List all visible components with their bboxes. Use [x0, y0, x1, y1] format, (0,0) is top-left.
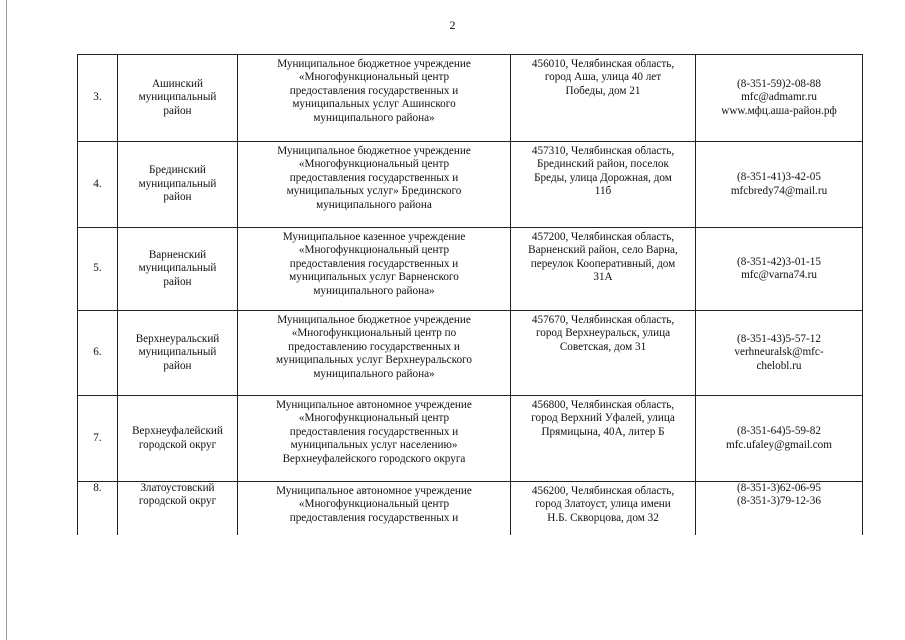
organization-cell-line: «Многофункциональный центр [298, 498, 450, 511]
address-cell-line: Прямицына, 40А, литер Б [541, 425, 665, 438]
address-cell-line: 457200, Челябинская область, [531, 231, 675, 243]
district-cell [118, 482, 238, 535]
district-cell-line: муниципальный [138, 262, 217, 275]
organization-cell-line: муниципальных услуг Верхнеуральского [276, 354, 472, 367]
address-cell-line: город Верхнеуральск, улица [535, 327, 671, 340]
table-row [78, 396, 863, 482]
organization-cell-line: Муниципальное автономное учреждение [276, 485, 472, 497]
contacts-cell-line: chelobl.ru [756, 359, 802, 372]
district-cell-line: район [163, 275, 192, 288]
address-cell-line: 456800, Челябинская область, [531, 399, 675, 411]
address-cell-line: переулок Кооперативный, дом [530, 257, 676, 270]
district-cell [118, 228, 238, 311]
address-cell [511, 55, 696, 142]
contacts-cell [696, 396, 863, 482]
organization-cell-line: муниципального района [316, 198, 432, 211]
organization-cell-line: Муниципальное бюджетное учреждение [277, 58, 471, 70]
address-cell [511, 228, 696, 311]
district-cell-line: Златоустовский [140, 482, 215, 494]
address-cell [511, 311, 696, 396]
district-cell-line: городской округ [138, 495, 217, 508]
organization-cell-line: «Многофункциональный центр по [291, 327, 457, 340]
table-row [78, 228, 863, 311]
organization-cell-line: муниципальных услуг Варненского [289, 271, 459, 284]
contacts-cell-line: mfcbredy74@mail.ru [730, 184, 828, 197]
address-cell-line: 11б [594, 185, 612, 198]
district-cell-line: муниципальный [138, 91, 217, 104]
organization-cell-line: предоставления государственных и [289, 171, 459, 184]
address-cell [511, 482, 696, 535]
district-cell-line: Верхнеуральский [135, 332, 220, 345]
district-cell-line: район [163, 191, 192, 204]
contacts-cell-line: www.мфц.аша-район.рф [721, 104, 837, 117]
organization-cell-line: «Многофункциональный центр [298, 158, 450, 171]
address-cell-line: город Аша, улица 40 лет [544, 71, 662, 84]
organization-cell [238, 482, 511, 535]
address-cell-line: город Верхний Уфалей, улица [531, 412, 675, 425]
organization-cell-line: предоставления государственных и [289, 425, 459, 438]
contacts-cell-line: mfc@admamr.ru [741, 91, 817, 104]
address-cell-line: Брединский район, поселок [537, 158, 669, 171]
organization-cell-line: муниципального района» [313, 111, 435, 124]
organization-cell-line: Муниципальное бюджетное учреждение [277, 145, 471, 157]
organization-cell-line: «Многофункциональный центр [298, 244, 450, 257]
address-cell-line: Советская, дом 31 [559, 340, 647, 353]
address-cell-line: Варненский район, село Варна, [528, 244, 678, 257]
contacts-cell [696, 142, 863, 228]
organization-cell-line: Муниципальное автономное учреждение [276, 399, 472, 411]
row-number: 5. [78, 228, 118, 311]
organization-cell-line: Муниципальное бюджетное учреждение [277, 314, 471, 326]
address-cell-line: Н.Б. Скворцова, дом 32 [547, 511, 659, 524]
organization-cell-line: Муниципальное казенное учреждение [282, 231, 466, 243]
contacts-cell [696, 311, 863, 396]
row-number: 7. [78, 396, 118, 482]
organization-cell-line: предоставлению государственных и [288, 340, 460, 353]
district-cell-line: Верхнеуфалейский [132, 425, 223, 438]
address-cell [511, 142, 696, 228]
address-cell-line: Бреды, улица Дорожная, дом [534, 171, 672, 184]
row-number: 4. [78, 142, 118, 228]
contacts-cell-line: (8-351-42)3-01-15 [737, 255, 821, 268]
page-left-edge [6, 0, 7, 640]
organization-cell-line: предоставления государственных и [289, 84, 459, 97]
district-cell-line: городской округ [138, 438, 217, 451]
contacts-cell [696, 55, 863, 142]
organization-cell [238, 311, 511, 396]
district-cell-line: муниципальный [138, 177, 217, 190]
contacts-cell [696, 482, 863, 535]
table-row [78, 482, 863, 535]
address-cell-line: 457310, Челябинская область, [531, 145, 675, 157]
district-cell [118, 55, 238, 142]
row-number: 3. [78, 55, 118, 142]
contacts-cell-line: (8-351-3)79-12-36 [737, 495, 821, 508]
contacts-cell-line: mfc.ufaley@gmail.com [726, 438, 832, 451]
organization-cell [238, 142, 511, 228]
table-row [78, 311, 863, 396]
address-cell-line: 457670, Челябинская область, [531, 314, 675, 326]
district-cell [118, 142, 238, 228]
contacts-cell-line: (8-351-64)5-59-82 [737, 425, 821, 438]
organization-cell-line: муниципальных услуг населению» [290, 439, 458, 452]
mfc-table-body [78, 55, 863, 535]
address-cell-line: Победы, дом 21 [565, 84, 641, 97]
organization-cell-line: «Многофункциональный центр [298, 412, 450, 425]
address-cell-line: город Златоуст, улица имени [535, 498, 671, 511]
contacts-cell-line: (8-351-59)2-08-88 [737, 77, 821, 90]
address-cell [511, 396, 696, 482]
contacts-cell-line: (8-351-43)5-57-12 [737, 332, 821, 345]
contacts-cell-line: verhneuralsk@mfc- [734, 346, 824, 359]
district-cell-line: Ашинский [151, 77, 204, 90]
district-cell [118, 311, 238, 396]
organization-cell-line: муниципальных услуг Ашинского [292, 98, 456, 111]
organization-cell-line: предоставления государственных и [289, 511, 459, 524]
organization-cell-line: «Многофункциональный центр [298, 71, 450, 84]
organization-cell-line: Верхнеуфалейского городского округа [282, 452, 466, 465]
district-cell [118, 396, 238, 482]
district-cell-line: район [163, 104, 192, 117]
contacts-cell [696, 228, 863, 311]
organization-cell-line: предоставления государственных и [289, 257, 459, 270]
organization-cell-line: муниципальных услуг» Брединского [286, 185, 462, 198]
district-cell-line: Варненский [148, 248, 207, 261]
mfc-table [77, 54, 863, 535]
address-cell-line: 456200, Челябинская область, [531, 485, 675, 497]
district-cell-line: Брединский [149, 164, 206, 177]
organization-cell-line: муниципального района» [313, 367, 435, 380]
contacts-cell-line: mfc@varna74.ru [741, 269, 817, 281]
page-number: 2 [449, 18, 456, 32]
organization-cell [238, 55, 511, 142]
row-number: 8. [78, 482, 118, 535]
row-number: 6. [78, 311, 118, 396]
district-cell-line: район [163, 359, 192, 372]
contacts-cell-line: (8-351-41)3-42-05 [737, 171, 821, 184]
address-cell-line: 31А [593, 271, 613, 284]
organization-cell-line: муниципального района» [313, 284, 435, 297]
organization-cell [238, 396, 511, 482]
organization-cell [238, 228, 511, 311]
table-row [78, 55, 863, 142]
contacts-cell-line: (8-351-3)62-06-95 [737, 482, 821, 494]
table-row [78, 142, 863, 228]
address-cell-line: 456010, Челябинская область, [531, 58, 675, 70]
district-cell-line: муниципальный [138, 346, 217, 359]
